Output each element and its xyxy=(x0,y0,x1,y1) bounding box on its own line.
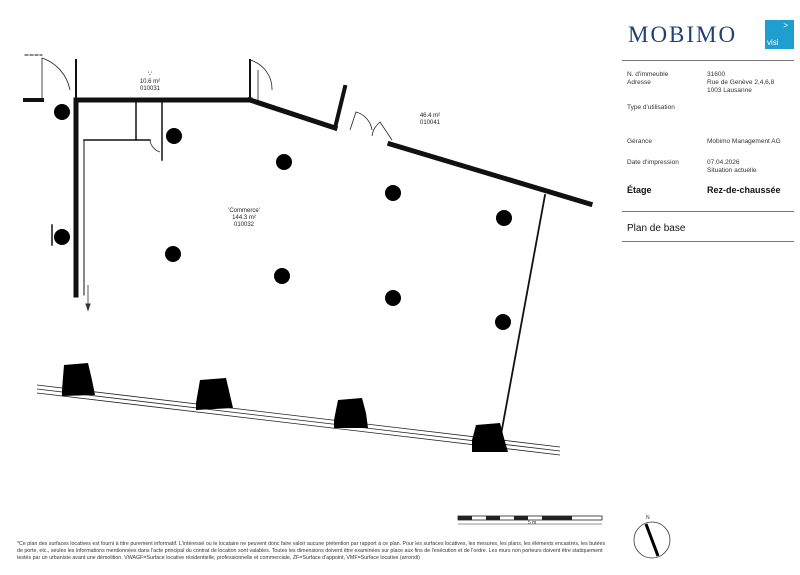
room-id: 010032 xyxy=(233,222,255,228)
floor-value: Rez-de-chaussée xyxy=(707,185,781,195)
chevron-right-icon: > xyxy=(783,21,788,30)
pillar xyxy=(334,398,368,428)
column xyxy=(496,210,512,226)
north-arrow xyxy=(634,522,670,558)
column xyxy=(166,128,182,144)
room-label-010032 xyxy=(216,208,272,229)
column xyxy=(54,104,70,120)
door-swing-double xyxy=(350,112,392,140)
column xyxy=(54,229,70,245)
room-area: 46.4 m² xyxy=(419,113,441,119)
wall-angled-right xyxy=(390,144,590,204)
column xyxy=(165,246,181,262)
print-date-label: Date d'impression xyxy=(627,159,679,166)
room-id: 010041 xyxy=(419,120,441,126)
column xyxy=(276,154,292,170)
facade-pillars xyxy=(62,363,508,452)
scale-label: 5 m xyxy=(528,520,537,526)
print-date-value: 07.04.2026 xyxy=(707,159,740,166)
wall-short-vertical xyxy=(335,87,345,128)
mobimo-logo: MOBIMO xyxy=(628,22,738,47)
column xyxy=(274,268,290,284)
room-name: '-' xyxy=(147,72,153,78)
visi-badge-label: visi xyxy=(767,38,779,47)
divider xyxy=(622,241,794,242)
building-no-value: 31600 xyxy=(707,71,726,78)
pillar xyxy=(62,363,95,396)
building-no-label: N. d'immeuble xyxy=(627,71,669,78)
visi-badge xyxy=(765,20,794,49)
entry-arrow xyxy=(86,285,90,310)
room-label-010041 xyxy=(405,113,455,127)
room-area: 144.3 m² xyxy=(232,215,256,221)
address-label: Adresse xyxy=(627,79,651,86)
room-id: 010031 xyxy=(139,86,161,92)
door-swing-left xyxy=(42,58,70,100)
divider xyxy=(622,211,794,212)
management-label: Gérance xyxy=(627,138,652,145)
door-swing-partition xyxy=(150,140,160,152)
plan-title: Plan de base xyxy=(627,223,686,234)
walls xyxy=(25,55,590,440)
divider xyxy=(622,60,794,61)
disclaimer-text: *Ce plan des surfaces locatives est fourni à titre purement informatif. L'intéressé ou le locataire ne peuvent donc faire valoir aucune prétention par rapport à ce plan. Pour les surfaces locatives, les mesures, les plans, les éléments encastrés, les butées de porte, etc., seules les informations mentionnées dans l'acte principal du contrat de location sont valables. Toutes les dimensions doivent être examinées sur place aux fins de l'exécution et de l'ordre. Les murs non porteurs doivent être statiquement testés par un urbaniste avant une démolition. VWAGF=Surface locative résidentielle, professionnelle et commerciale, ZF=Surface d'appoint, VMF=Surface locative (arrondi) xyxy=(17,541,606,561)
north-label: N xyxy=(646,515,650,521)
floor-label: Étage xyxy=(627,185,652,195)
column xyxy=(385,290,401,306)
usage-label: Type d'utilisation xyxy=(627,104,675,111)
column xyxy=(385,185,401,201)
column xyxy=(495,314,511,330)
address-line2: 1003 Lausanne xyxy=(707,87,752,94)
room-name: 'Commerce' xyxy=(228,208,260,214)
management-value: Mobimo Management AG xyxy=(707,138,781,145)
pillar xyxy=(196,378,233,410)
columns xyxy=(54,104,512,330)
room-label-010031 xyxy=(125,72,175,93)
wall-angled-top xyxy=(250,100,335,128)
address-line1: Rue de Genève 2,4,6,8 xyxy=(707,79,775,86)
door-swing-right xyxy=(250,60,272,100)
room-area: 10.6 m² xyxy=(139,79,161,85)
situation-value: Situation actuelle xyxy=(707,167,757,174)
